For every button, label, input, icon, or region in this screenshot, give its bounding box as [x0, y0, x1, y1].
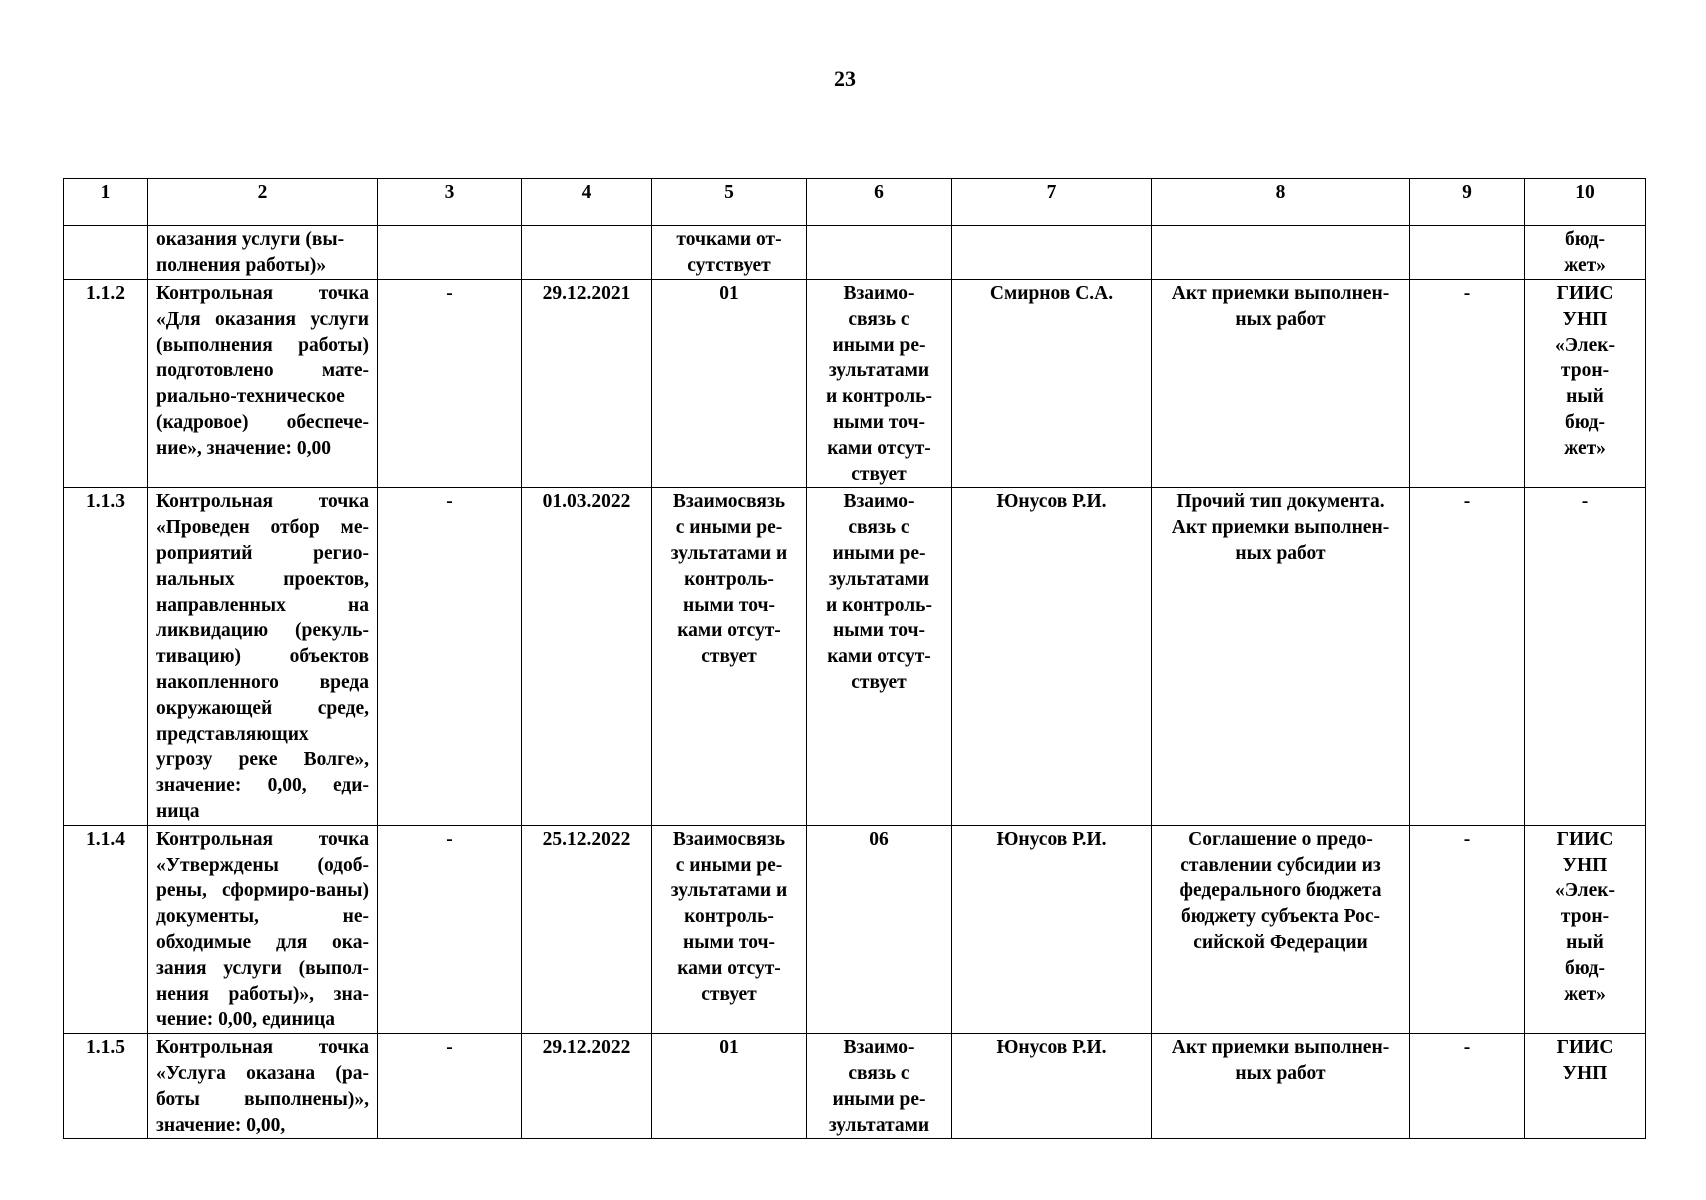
information-system: ГИИС УНП	[1525, 1034, 1646, 1139]
approval-level: -	[1410, 825, 1525, 1033]
column-header: 4	[522, 179, 652, 226]
point-type: 01	[652, 280, 807, 488]
information-system: -	[1525, 488, 1646, 825]
table-row	[64, 226, 1646, 280]
control-point-name: Контрольная точка «Услуга оказана (ра-боты выполнены)», значение: 0,00,	[148, 1034, 378, 1139]
approval-level: -	[1410, 488, 1525, 825]
row-number: 1.1.3	[64, 488, 148, 825]
confirming-document: Акт приемки выполнен- ных работ	[1152, 1034, 1410, 1139]
column-header: 7	[952, 179, 1152, 226]
approval-level	[1410, 226, 1525, 280]
relation: Взаимо- связь с иными ре- зультатами	[807, 1034, 952, 1139]
row-number: 1.1.4	[64, 825, 148, 1033]
previous-point: -	[378, 1034, 522, 1139]
information-system: ГИИС УНП «Элек- трон- ный бюд- жет»	[1525, 825, 1646, 1033]
column-header: 9	[1410, 179, 1525, 226]
page-number: 23	[834, 66, 856, 91]
confirming-document	[1152, 226, 1410, 280]
due-date: 25.12.2022	[522, 825, 652, 1033]
column-header: 1	[64, 179, 148, 226]
table-row	[64, 488, 1646, 825]
row-number: 1.1.5	[64, 1034, 148, 1139]
row-number: 1.1.2	[64, 280, 148, 488]
table-row	[64, 1034, 1646, 1139]
confirming-document: Соглашение о предо- ставлении субсидии из федерального бюджета бюджету субъекта Рос- сийской Федерации	[1152, 825, 1410, 1033]
column-header: 2	[148, 179, 378, 226]
relation: Взаимо- связь с иными ре- зультатами и контроль- ными точ- ками отсут- ствует	[807, 280, 952, 488]
previous-point	[378, 226, 522, 280]
table-row	[64, 280, 1646, 488]
confirming-document: Акт приемки выполнен- ных работ	[1152, 280, 1410, 488]
control-points-table	[63, 178, 1646, 1139]
due-date	[522, 226, 652, 280]
control-point-name: Контрольная точка «Утверждены (одоб-рены, сформиро-ваны) документы, не-обходимые для ока-зания услуги (выпол-нения работы)», зна-чение: 0,00, единица	[148, 825, 378, 1033]
responsible-person: Смирнов С.А.	[952, 280, 1152, 488]
column-header: 8	[1152, 179, 1410, 226]
point-type: точками от- сутствует	[652, 226, 807, 280]
approval-level: -	[1410, 1034, 1525, 1139]
relation	[807, 226, 952, 280]
control-point-name: Контрольная точка «Для оказания услуги (выполнения работы) подготовлено мате-риально-техническое (кадровое) обеспече-ние», значение: 0,00	[148, 280, 378, 488]
responsible-person: Юнусов Р.И.	[952, 488, 1152, 825]
control-point-name: оказания услуги (вы- полнения работы)»	[148, 226, 378, 280]
relation: Взаимо- связь с иными ре- зультатами и контроль- ными точ- ками отсут- ствует	[807, 488, 952, 825]
responsible-person: Юнусов Р.И.	[952, 825, 1152, 1033]
relation: 06	[807, 825, 952, 1033]
responsible-person	[952, 226, 1152, 280]
point-type: Взаимосвязь с иными ре- зультатами и контроль- ными точ- ками отсут- ствует	[652, 825, 807, 1033]
point-type: Взаимосвязь с иными ре- зультатами и контроль- ными точ- ками отсут- ствует	[652, 488, 807, 825]
column-header: 6	[807, 179, 952, 226]
responsible-person: Юнусов Р.И.	[952, 1034, 1152, 1139]
row-number	[64, 226, 148, 280]
approval-level: -	[1410, 280, 1525, 488]
column-header: 10	[1525, 179, 1646, 226]
due-date: 01.03.2022	[522, 488, 652, 825]
due-date: 29.12.2022	[522, 1034, 652, 1139]
confirming-document: Прочий тип документа. Акт приемки выполнен- ных работ	[1152, 488, 1410, 825]
information-system: ГИИС УНП «Элек- трон- ный бюд- жет»	[1525, 280, 1646, 488]
column-header: 5	[652, 179, 807, 226]
previous-point: -	[378, 280, 522, 488]
column-header: 3	[378, 179, 522, 226]
information-system: бюд- жет»	[1525, 226, 1646, 280]
due-date: 29.12.2021	[522, 280, 652, 488]
point-type: 01	[652, 1034, 807, 1139]
previous-point: -	[378, 825, 522, 1033]
previous-point: -	[378, 488, 522, 825]
column-number-row	[64, 179, 1646, 226]
table-row	[64, 825, 1646, 1033]
control-point-name: Контрольная точка «Проведен отбор ме-роприятий регио-нальных проектов, направленных на ликвидацию (рекуль-тивацию) объектов накопленного вреда окружающей среде, представляющих угрозу реке Волге», значение: 0,00, еди-ница	[148, 488, 378, 825]
